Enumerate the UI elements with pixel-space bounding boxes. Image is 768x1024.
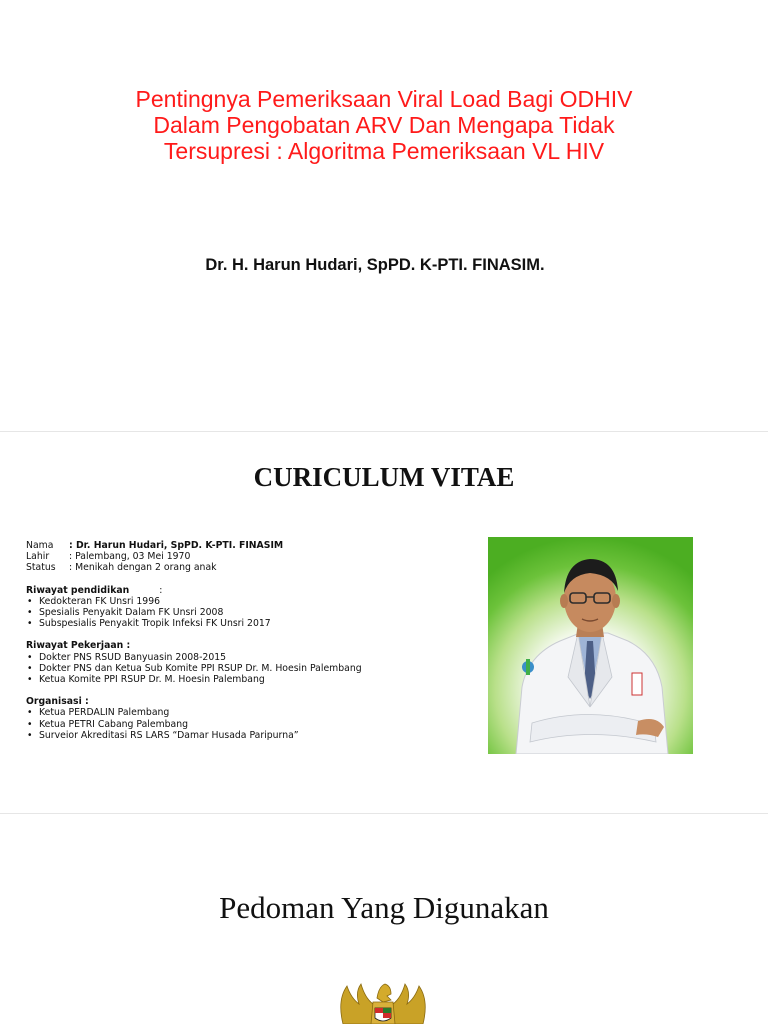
cv-value-lahir: : Palembang, 03 Mei 1970	[69, 551, 191, 563]
list-item: • Ketua PERDALIN Palembang	[26, 707, 466, 718]
list-item: • Dokter PNS RSUD Banyuasin 2008-2015	[26, 652, 466, 663]
list-item: • Surveior Akreditasi RS LARS “Damar Husada Paripurna”	[26, 730, 466, 741]
cv-slide	[0, 432, 768, 812]
list-item: • Spesialis Penyakit Dalam FK Unsri 2008	[26, 607, 466, 618]
cv-row-status	[26, 562, 466, 573]
guidelines-slide	[0, 814, 768, 1024]
garuda-emblem-graphic	[333, 980, 433, 1024]
title-slide	[0, 0, 768, 430]
education-list	[26, 596, 466, 630]
organization-heading: Organisasi :	[26, 696, 89, 708]
title-line-3: Tersupresi : Algoritma Pemeriksaan VL HIV	[163, 138, 605, 164]
list-item: • Kedokteran FK Unsri 1996	[26, 596, 466, 607]
garuda-emblem-icon	[333, 980, 433, 1024]
work-list	[26, 652, 466, 686]
cv-label-status: Status	[26, 562, 56, 574]
list-item: • Subspesialis Penyakit Tropik Infeksi FK Unsri 2017	[26, 618, 466, 629]
list-item: • Dokter PNS dan Ketua Sub Komite PPI RSUP Dr. M. Hoesin Palembang	[26, 663, 466, 674]
work-heading: Riwayat Pekerjaan :	[26, 640, 131, 652]
education-heading	[26, 585, 466, 596]
cv-title: CURICULUM VITAE	[253, 462, 515, 492]
cv-value-nama: : Dr. Harun Hudari, SpPD. K-PTI. FINASIM	[69, 540, 284, 551]
cv-details	[26, 540, 466, 741]
portrait-figure	[488, 537, 693, 754]
presentation-title	[40, 86, 728, 164]
list-item: • Ketua Komite PPI RSUP Dr. M. Hoesin Palembang	[26, 674, 466, 685]
portrait-photo	[488, 537, 693, 754]
title-line-1: Pentingnya Pemeriksaan Viral Load Bagi ODHIV	[135, 86, 633, 112]
organization-list	[26, 707, 466, 741]
guidelines-title: Pedoman Yang Digunakan	[219, 890, 549, 925]
cv-value-status: : Menikah dengan 2 orang anak	[69, 562, 217, 574]
education-heading-text: Riwayat pendidikan	[26, 584, 130, 596]
cv-label-nama: Nama	[26, 540, 54, 551]
title-line-2: Dalam Pengobatan ARV Dan Mengapa Tidak	[153, 112, 615, 138]
education-heading-colon: :	[159, 584, 163, 596]
cv-label-lahir: Lahir	[26, 551, 50, 563]
cv-row-lahir	[26, 551, 466, 562]
cv-row-nama	[26, 540, 466, 551]
author-name: Dr. H. Harun Hudari, SpPD. K-PTI. FINASIM.	[205, 256, 545, 274]
list-item: • Ketua PETRI Cabang Palembang	[26, 719, 466, 730]
